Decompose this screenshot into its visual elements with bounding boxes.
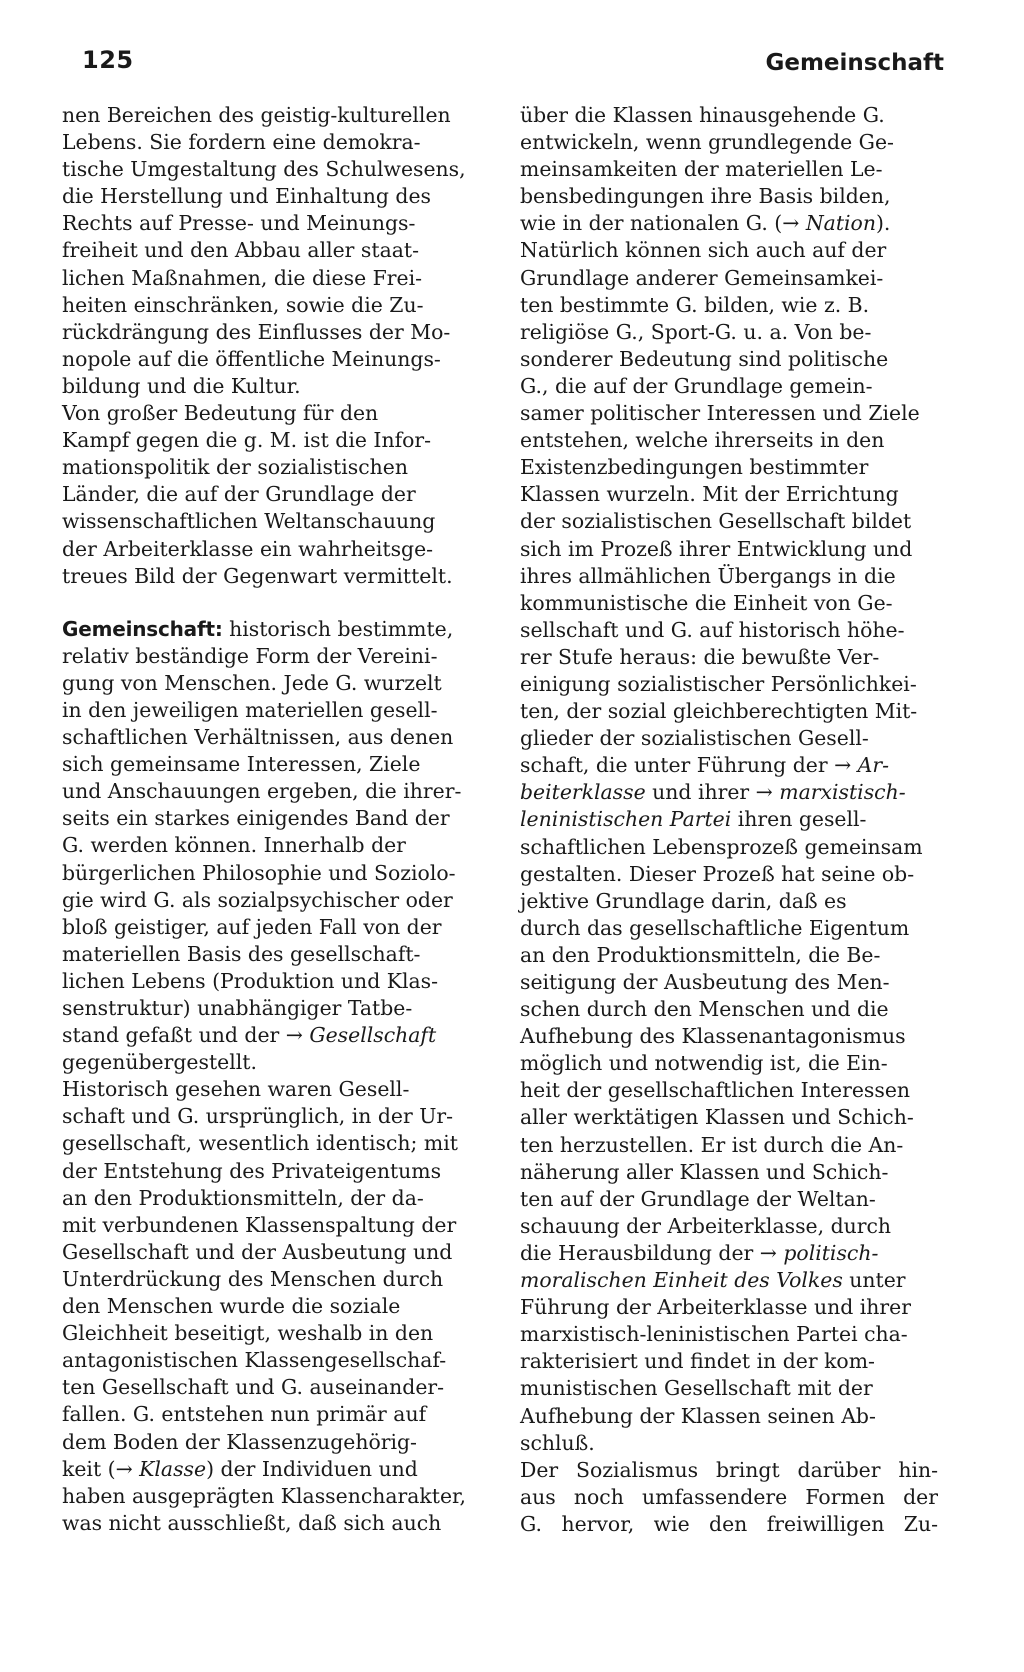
paragraph-right-2: Der Sozialismus bringt darüber hin- aus noch umfassendere Formen der G. hervor, wie den freiwilligen Zu-	[520, 1457, 938, 1536]
cross-reference-arrow-icon: →	[285, 1023, 303, 1048]
cross-reference-arrow-icon: →	[782, 211, 800, 236]
cross-reference-arrow-icon: →	[115, 1456, 133, 1481]
running-head: Gemeinschaft	[765, 50, 944, 76]
page-number: 125	[82, 46, 134, 74]
cross-reference-arbeiterklasse-cont: beiterklasse	[520, 780, 646, 805]
cross-reference-arbeiterklasse: Ar-	[857, 753, 890, 778]
cross-reference-nation: Nation	[805, 211, 876, 236]
left-column	[62, 102, 486, 1537]
right-column	[520, 102, 938, 1538]
cross-reference-einheit: politisch-	[783, 1240, 879, 1265]
paragraph-left-4: Historisch gesehen waren Gesell- schaft und G. ursprünglich, in der Ur- gesellschaft, wesentlich identisch; mit der Entstehung des Privateigentums an den Produktionsmitteln, der da- mit verbundenen Klassenspaltung der Gesellschaft und der Ausbeutung und Unterdrückung des Menschen durch den Menschen wurde die soziale Gleichheit beseitigt, weshalb in den antagonistischen Klassengesellschaf- ten Gesellschaft und G. auseinander- fallen. G. entstehen nun primär auf dem Boden der Klassenzugehörig- keit (→ Klasse) der Individuen und haben ausgeprägten Klassencharakter, was nicht ausschließt, daß sich auch	[62, 1077, 467, 1535]
cross-reference-partei: marxistisch-	[779, 780, 906, 805]
cross-reference-arrow-icon: →	[759, 1240, 777, 1265]
entry-lemma: Gemeinschaft:	[62, 616, 223, 641]
cross-reference-arrow-icon: →	[834, 753, 852, 778]
cross-reference-gesellschaft: Gesellschaft	[309, 1023, 437, 1048]
cross-reference-partei-cont: leninistischen Partei	[520, 807, 732, 832]
paragraph-left-2: Von großer Bedeutung für den Kampf gegen die g. M. ist die Infor- mationspolitik der sozialistischen Länder, die auf der Grundlage der wissenschaftlichen Weltanschauung der Arbeiterklasse ein wahrheitsge- treues Bild der Gegenwart vermittelt.	[62, 401, 453, 588]
cross-reference-klasse: Klasse	[139, 1456, 207, 1481]
paragraph-right-1: über die Klassen hinausgehende G. entwickeln, wenn grundlegende Ge- meinsamkeiten der materiellen Le- bensbedingungen ihre Basis bilden, wie in der nationalen G. (→ Nation). Natürlich können sich auch auf der Grundlage anderer Gemeinsamkei- ten bestimmte G. bilden, wie z. B. religiöse G., Sport-G. u. a. Von be- sonderer Bedeutung sind politische G., die auf der Grundlage gemein- samer politischer Interessen und Ziele entstehen, welche ihrerseits in den Existenzbedingungen bestimmter Klassen wurzeln. Mit der Errichtung der sozialistischen Gesellschaft bildet sich im Prozeß ihrer Entwicklung und ihres allmählichen Übergangs in die kommunistische die Einheit von Ge- sellschaft und G. auf historisch höhe- rer Stufe heraus: die bewußte Ver- einigung sozialistischer Persönlichkei- ten, der sozial gleichberechtigten Mit- glieder der sozialistischen Gesell- schaft, die unter Führung der → Ar- beiterklasse und ihrer → marxistisch- leninistischen Partei ihren gesell- schaftlichen Lebensprozeß gemeinsam gestalten. Dieser Prozeß hat seine ob- jektive Grundlage darin, daß es durch das gesellschaftliche Eigentum an den Produktionsmitteln, die Be- seitigung der Ausbeutung des Men- schen durch den Menschen und die Aufhebung des Klassenantagonismus möglich und notwendig ist, die Ein- heit der gesellschaftlichen Interessen aller werktätigen Klassen und Schich- ten herzustellen. Er ist durch die An- näherung aller Klassen und Schich- ten auf der Grundlage der Weltan- schauung der Arbeiterklasse, durch die Herausbildung der → politisch- moralischen Einheit des Volkes unter Führung der Arbeiterklasse und ihrer marxistisch-leninistischen Partei cha- rakterisiert und findet in der kom- munistischen Gesellschaft mit der Aufhebung der Klassen seinen Ab- schluß.	[520, 103, 923, 1455]
cross-reference-arrow-icon: →	[755, 780, 773, 805]
cross-reference-einheit-cont: moralischen Einheit des Volkes	[520, 1268, 843, 1293]
paragraph-left-1: nen Bereichen des geistig-kulturellen Lebens. Sie fordern eine demokra- tische Umgestaltung des Schulwesens, die Herstellung und Einhaltung des Rechts auf Presse- und Meinungs- freiheit und den Abbau aller staat- lichen Maßnahmen, die diese Frei- heiten einschränken, sowie die Zu- rückdrängung des Einflusses der Mo- nopole auf die öffentliche Meinungs- bildung und die Kultur.	[62, 103, 466, 398]
entry-gemeinschaft: Gemeinschaft: historisch bestimmte, relativ beständige Form der Vereini- gung von Menschen. Jede G. wurzelt in den jeweiligen materiellen gesell- schaftlichen Verhältnissen, aus denen sich gemeinsame Interessen, Ziele und Anschauungen ergeben, die ihrer- seits ein starkes einigendes Band der G. werden können. Innerhalb der bürgerlichen Philosophie und Soziolo- gie wird G. als sozialpsychischer oder bloß geistiger, auf jeden Fall von der materiellen Basis des gesellschaft- lichen Lebens (Produktion und Klas- senstruktur) unabhängiger Tatbe- stand gefaßt und der → Gesellschaft gegenübergestellt.	[62, 616, 462, 1075]
